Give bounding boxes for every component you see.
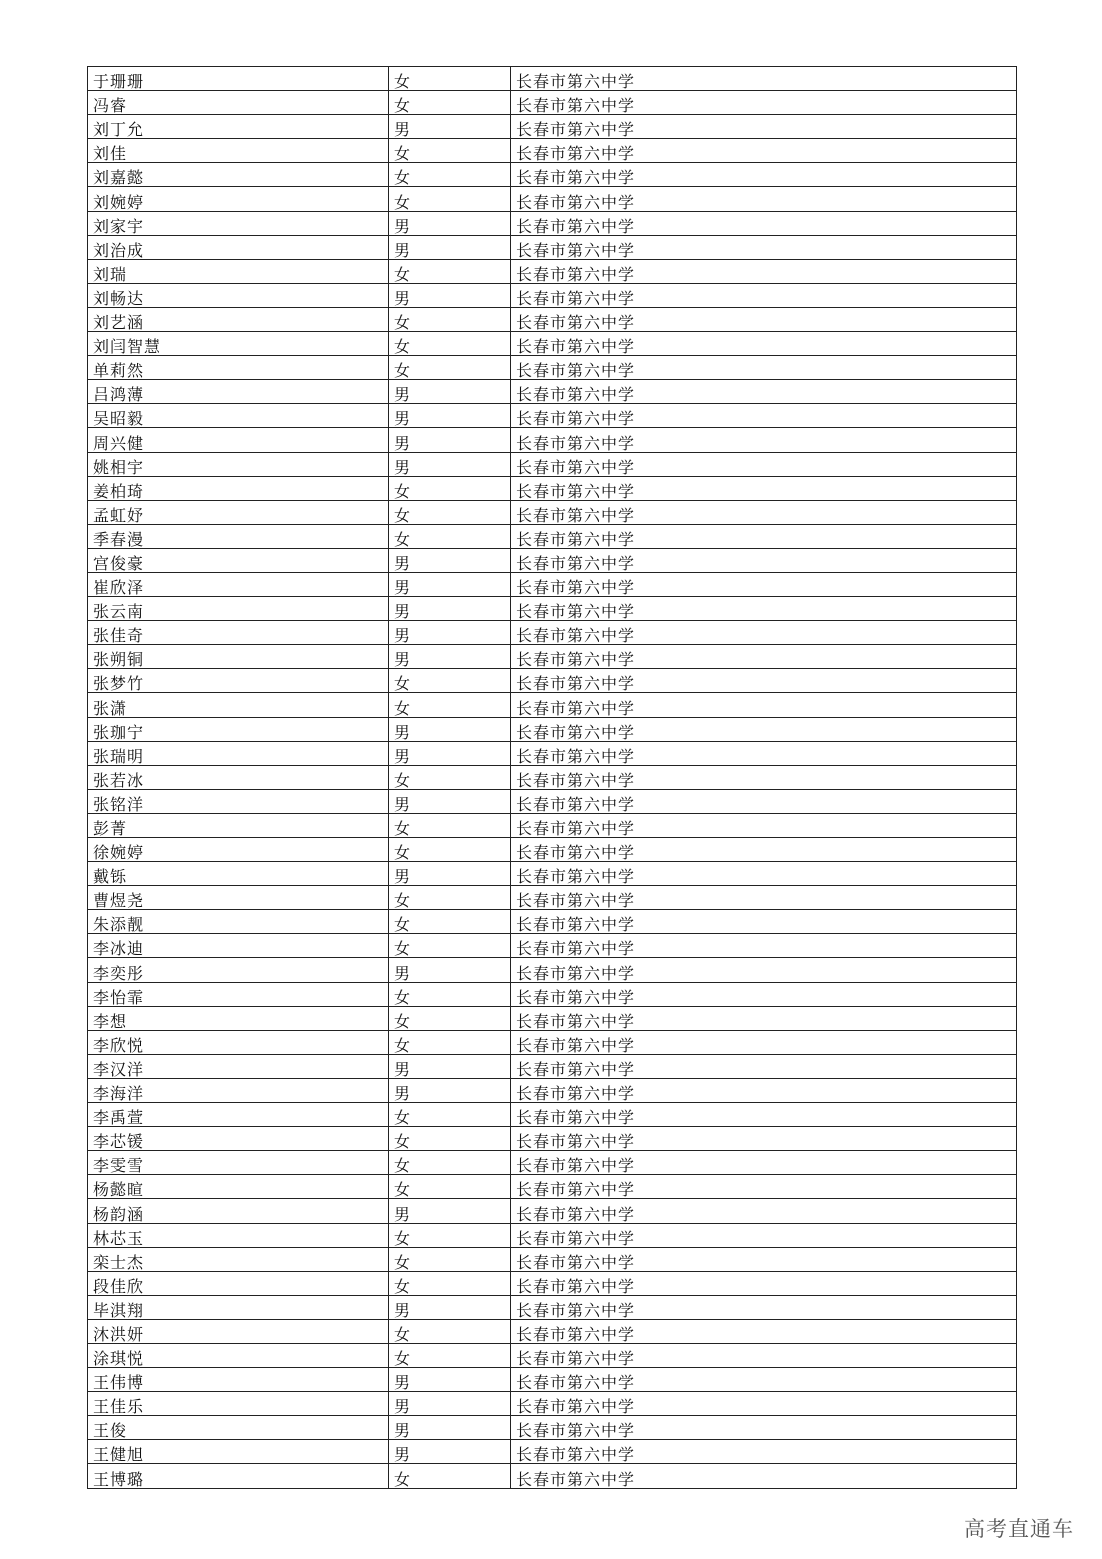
school-cell: 长春市第六中学 <box>511 910 1017 934</box>
table-row <box>88 1151 1017 1175</box>
table-row <box>88 572 1017 596</box>
school-cell: 长春市第六中学 <box>511 1368 1017 1392</box>
student-name-cell: 杨韵涵 <box>88 1199 389 1223</box>
student-name-cell: 戴铄 <box>88 862 389 886</box>
school-cell: 长春市第六中学 <box>511 934 1017 958</box>
table-row <box>88 669 1017 693</box>
school-cell: 长春市第六中学 <box>511 1175 1017 1199</box>
table-row <box>88 717 1017 741</box>
student-name-cell: 李汉洋 <box>88 1054 389 1078</box>
gender-cell: 男 <box>389 1054 511 1078</box>
table-row <box>88 693 1017 717</box>
school-cell: 长春市第六中学 <box>511 838 1017 862</box>
table-row <box>88 1199 1017 1223</box>
table-row <box>88 1440 1017 1464</box>
school-cell: 长春市第六中学 <box>511 115 1017 139</box>
student-name-cell: 孟虹妤 <box>88 500 389 524</box>
gender-cell: 男 <box>389 789 511 813</box>
gender-cell: 男 <box>389 597 511 621</box>
table-row <box>88 452 1017 476</box>
gender-cell: 女 <box>389 332 511 356</box>
student-name-cell: 周兴健 <box>88 428 389 452</box>
table-row <box>88 404 1017 428</box>
student-name-cell: 彭菁 <box>88 813 389 837</box>
school-cell: 长春市第六中学 <box>511 211 1017 235</box>
gender-cell: 男 <box>389 404 511 428</box>
school-cell: 长春市第六中学 <box>511 982 1017 1006</box>
gender-cell: 女 <box>389 886 511 910</box>
gender-cell: 女 <box>389 1271 511 1295</box>
student-name-cell: 刘丁允 <box>88 115 389 139</box>
table-row <box>88 67 1017 91</box>
table-row <box>88 428 1017 452</box>
student-name-cell: 单莉然 <box>88 356 389 380</box>
table-row <box>88 838 1017 862</box>
school-cell: 长春市第六中学 <box>511 91 1017 115</box>
student-name-cell: 张若冰 <box>88 765 389 789</box>
table-row <box>88 1127 1017 1151</box>
gender-cell: 女 <box>389 1030 511 1054</box>
table-row <box>88 813 1017 837</box>
student-name-cell: 涂琪悦 <box>88 1343 389 1367</box>
table-row <box>88 356 1017 380</box>
table-row <box>88 548 1017 572</box>
table-row <box>88 211 1017 235</box>
school-cell: 长春市第六中学 <box>511 1030 1017 1054</box>
school-cell: 长春市第六中学 <box>511 307 1017 331</box>
table-row <box>88 1295 1017 1319</box>
school-cell: 长春市第六中学 <box>511 187 1017 211</box>
school-cell: 长春市第六中学 <box>511 452 1017 476</box>
roster-body <box>88 67 1017 1489</box>
student-name-cell: 李雯雪 <box>88 1151 389 1175</box>
school-cell: 长春市第六中学 <box>511 1464 1017 1488</box>
gender-cell: 男 <box>389 1078 511 1102</box>
student-name-cell: 季春漫 <box>88 524 389 548</box>
table-row <box>88 597 1017 621</box>
gender-cell: 女 <box>389 139 511 163</box>
table-row <box>88 886 1017 910</box>
gender-cell: 男 <box>389 645 511 669</box>
table-row <box>88 1368 1017 1392</box>
table-row <box>88 910 1017 934</box>
student-name-cell: 栾士杰 <box>88 1247 389 1271</box>
school-cell: 长春市第六中学 <box>511 524 1017 548</box>
school-cell: 长春市第六中学 <box>511 693 1017 717</box>
gender-cell: 女 <box>389 91 511 115</box>
gender-cell: 男 <box>389 862 511 886</box>
school-cell: 长春市第六中学 <box>511 789 1017 813</box>
student-name-cell: 刘畅达 <box>88 283 389 307</box>
student-name-cell: 刘佳 <box>88 139 389 163</box>
table-row <box>88 1223 1017 1247</box>
school-cell: 长春市第六中学 <box>511 1199 1017 1223</box>
table-row <box>88 500 1017 524</box>
table-row <box>88 958 1017 982</box>
table-row <box>88 765 1017 789</box>
student-name-cell: 张梦竹 <box>88 669 389 693</box>
school-cell: 长春市第六中学 <box>511 332 1017 356</box>
student-name-cell: 朱添靓 <box>88 910 389 934</box>
table-row <box>88 1247 1017 1271</box>
student-name-cell: 刘治成 <box>88 235 389 259</box>
school-cell: 长春市第六中学 <box>511 1151 1017 1175</box>
school-cell: 长春市第六中学 <box>511 572 1017 596</box>
gender-cell: 女 <box>389 1127 511 1151</box>
table-row <box>88 1006 1017 1030</box>
school-cell: 长春市第六中学 <box>511 1392 1017 1416</box>
student-name-cell: 张珈宁 <box>88 717 389 741</box>
school-cell: 长春市第六中学 <box>511 476 1017 500</box>
table-row <box>88 91 1017 115</box>
gender-cell: 男 <box>389 1440 511 1464</box>
gender-cell: 男 <box>389 1416 511 1440</box>
table-row <box>88 1392 1017 1416</box>
student-name-cell: 张潇 <box>88 693 389 717</box>
gender-cell: 男 <box>389 621 511 645</box>
student-name-cell: 李海洋 <box>88 1078 389 1102</box>
student-name-cell: 张瑞明 <box>88 741 389 765</box>
gender-cell: 女 <box>389 1464 511 1488</box>
student-name-cell: 沐洪妍 <box>88 1319 389 1343</box>
student-name-cell: 曹煜尧 <box>88 886 389 910</box>
student-name-cell: 李芯锾 <box>88 1127 389 1151</box>
school-cell: 长春市第六中学 <box>511 428 1017 452</box>
gender-cell: 女 <box>389 813 511 837</box>
student-name-cell: 王健旭 <box>88 1440 389 1464</box>
table-row <box>88 862 1017 886</box>
school-cell: 长春市第六中学 <box>511 380 1017 404</box>
table-row <box>88 1030 1017 1054</box>
table-row <box>88 283 1017 307</box>
student-name-cell: 王佳乐 <box>88 1392 389 1416</box>
school-cell: 长春市第六中学 <box>511 1343 1017 1367</box>
school-cell: 长春市第六中学 <box>511 1440 1017 1464</box>
school-cell: 长春市第六中学 <box>511 1054 1017 1078</box>
student-roster-table <box>87 66 1017 1489</box>
school-cell: 长春市第六中学 <box>511 548 1017 572</box>
gender-cell: 女 <box>389 67 511 91</box>
table-row <box>88 1343 1017 1367</box>
student-name-cell: 宫俊豪 <box>88 548 389 572</box>
school-cell: 长春市第六中学 <box>511 886 1017 910</box>
school-cell: 长春市第六中学 <box>511 404 1017 428</box>
student-name-cell: 刘婉婷 <box>88 187 389 211</box>
student-name-cell: 刘家宇 <box>88 211 389 235</box>
table-row <box>88 524 1017 548</box>
student-name-cell: 崔欣泽 <box>88 572 389 596</box>
gender-cell: 女 <box>389 982 511 1006</box>
table-row <box>88 259 1017 283</box>
gender-cell: 男 <box>389 211 511 235</box>
school-cell: 长春市第六中学 <box>511 1103 1017 1127</box>
table-row <box>88 1054 1017 1078</box>
gender-cell: 女 <box>389 500 511 524</box>
gender-cell: 男 <box>389 452 511 476</box>
table-row <box>88 139 1017 163</box>
gender-cell: 男 <box>389 1199 511 1223</box>
gender-cell: 女 <box>389 356 511 380</box>
student-name-cell: 李奕彤 <box>88 958 389 982</box>
table-row <box>88 163 1017 187</box>
gender-cell: 女 <box>389 1103 511 1127</box>
student-name-cell: 王博璐 <box>88 1464 389 1488</box>
table-row <box>88 982 1017 1006</box>
gender-cell: 男 <box>389 548 511 572</box>
gender-cell: 男 <box>389 1368 511 1392</box>
gender-cell: 男 <box>389 235 511 259</box>
gender-cell: 女 <box>389 934 511 958</box>
student-name-cell: 张云南 <box>88 597 389 621</box>
table-row <box>88 1078 1017 1102</box>
gender-cell: 女 <box>389 1151 511 1175</box>
table-row <box>88 1103 1017 1127</box>
school-cell: 长春市第六中学 <box>511 500 1017 524</box>
gender-cell: 女 <box>389 1319 511 1343</box>
student-name-cell: 王伟博 <box>88 1368 389 1392</box>
table-row <box>88 235 1017 259</box>
school-cell: 长春市第六中学 <box>511 1271 1017 1295</box>
gender-cell: 女 <box>389 476 511 500</box>
student-name-cell: 刘瑞 <box>88 259 389 283</box>
student-name-cell: 李欣悦 <box>88 1030 389 1054</box>
student-name-cell: 李禹萱 <box>88 1103 389 1127</box>
table-row <box>88 1464 1017 1488</box>
gender-cell: 女 <box>389 259 511 283</box>
gender-cell: 女 <box>389 187 511 211</box>
gender-cell: 男 <box>389 1295 511 1319</box>
school-cell: 长春市第六中学 <box>511 1006 1017 1030</box>
student-name-cell: 林芯玉 <box>88 1223 389 1247</box>
school-cell: 长春市第六中学 <box>511 1223 1017 1247</box>
student-name-cell: 王俊 <box>88 1416 389 1440</box>
school-cell: 长春市第六中学 <box>511 669 1017 693</box>
school-cell: 长春市第六中学 <box>511 259 1017 283</box>
student-name-cell: 张佳奇 <box>88 621 389 645</box>
student-name-cell: 徐婉婷 <box>88 838 389 862</box>
school-cell: 长春市第六中学 <box>511 67 1017 91</box>
school-cell: 长春市第六中学 <box>511 283 1017 307</box>
school-cell: 长春市第六中学 <box>511 813 1017 837</box>
gender-cell: 女 <box>389 307 511 331</box>
school-cell: 长春市第六中学 <box>511 1127 1017 1151</box>
school-cell: 长春市第六中学 <box>511 741 1017 765</box>
gender-cell: 女 <box>389 524 511 548</box>
student-name-cell: 冯睿 <box>88 91 389 115</box>
table-row <box>88 1416 1017 1440</box>
table-row <box>88 307 1017 331</box>
table-row <box>88 741 1017 765</box>
student-name-cell: 李怡霏 <box>88 982 389 1006</box>
school-cell: 长春市第六中学 <box>511 1416 1017 1440</box>
gender-cell: 男 <box>389 283 511 307</box>
school-cell: 长春市第六中学 <box>511 958 1017 982</box>
school-cell: 长春市第六中学 <box>511 356 1017 380</box>
student-name-cell: 姚相宇 <box>88 452 389 476</box>
student-name-cell: 张铭洋 <box>88 789 389 813</box>
gender-cell: 女 <box>389 910 511 934</box>
school-cell: 长春市第六中学 <box>511 1078 1017 1102</box>
gender-cell: 女 <box>389 1175 511 1199</box>
table-row <box>88 1271 1017 1295</box>
student-name-cell: 李冰迪 <box>88 934 389 958</box>
gender-cell: 男 <box>389 1392 511 1416</box>
gender-cell: 男 <box>389 572 511 596</box>
gender-cell: 男 <box>389 717 511 741</box>
student-name-cell: 段佳欣 <box>88 1271 389 1295</box>
student-name-cell: 张朔铜 <box>88 645 389 669</box>
table-row <box>88 187 1017 211</box>
gender-cell: 男 <box>389 741 511 765</box>
table-row <box>88 476 1017 500</box>
school-cell: 长春市第六中学 <box>511 862 1017 886</box>
table-row <box>88 115 1017 139</box>
gender-cell: 女 <box>389 163 511 187</box>
gender-cell: 女 <box>389 669 511 693</box>
table-row <box>88 645 1017 669</box>
student-name-cell: 李想 <box>88 1006 389 1030</box>
school-cell: 长春市第六中学 <box>511 139 1017 163</box>
gender-cell: 男 <box>389 380 511 404</box>
gender-cell: 女 <box>389 1247 511 1271</box>
gender-cell: 女 <box>389 838 511 862</box>
gender-cell: 女 <box>389 1343 511 1367</box>
school-cell: 长春市第六中学 <box>511 597 1017 621</box>
table-row <box>88 621 1017 645</box>
school-cell: 长春市第六中学 <box>511 163 1017 187</box>
table-row <box>88 1319 1017 1343</box>
gender-cell: 女 <box>389 693 511 717</box>
table-row <box>88 789 1017 813</box>
student-name-cell: 毕淇翔 <box>88 1295 389 1319</box>
gender-cell: 女 <box>389 765 511 789</box>
school-cell: 长春市第六中学 <box>511 621 1017 645</box>
student-name-cell: 刘闫智慧 <box>88 332 389 356</box>
school-cell: 长春市第六中学 <box>511 1247 1017 1271</box>
gender-cell: 女 <box>389 1223 511 1247</box>
student-name-cell: 刘艺涵 <box>88 307 389 331</box>
school-cell: 长春市第六中学 <box>511 1295 1017 1319</box>
student-name-cell: 姜柏琦 <box>88 476 389 500</box>
table-row <box>88 1175 1017 1199</box>
student-name-cell: 刘嘉懿 <box>88 163 389 187</box>
table-row <box>88 332 1017 356</box>
school-cell: 长春市第六中学 <box>511 1319 1017 1343</box>
table-row <box>88 380 1017 404</box>
student-name-cell: 杨懿暄 <box>88 1175 389 1199</box>
gender-cell: 男 <box>389 958 511 982</box>
gender-cell: 女 <box>389 1006 511 1030</box>
student-name-cell: 于珊珊 <box>88 67 389 91</box>
watermark-text: 高考直通车 <box>964 1517 1074 1541</box>
school-cell: 长春市第六中学 <box>511 645 1017 669</box>
gender-cell: 男 <box>389 428 511 452</box>
table-row <box>88 934 1017 958</box>
school-cell: 长春市第六中学 <box>511 717 1017 741</box>
gender-cell: 男 <box>389 115 511 139</box>
school-cell: 长春市第六中学 <box>511 235 1017 259</box>
student-name-cell: 吕鸿薄 <box>88 380 389 404</box>
school-cell: 长春市第六中学 <box>511 765 1017 789</box>
student-name-cell: 吴昭毅 <box>88 404 389 428</box>
